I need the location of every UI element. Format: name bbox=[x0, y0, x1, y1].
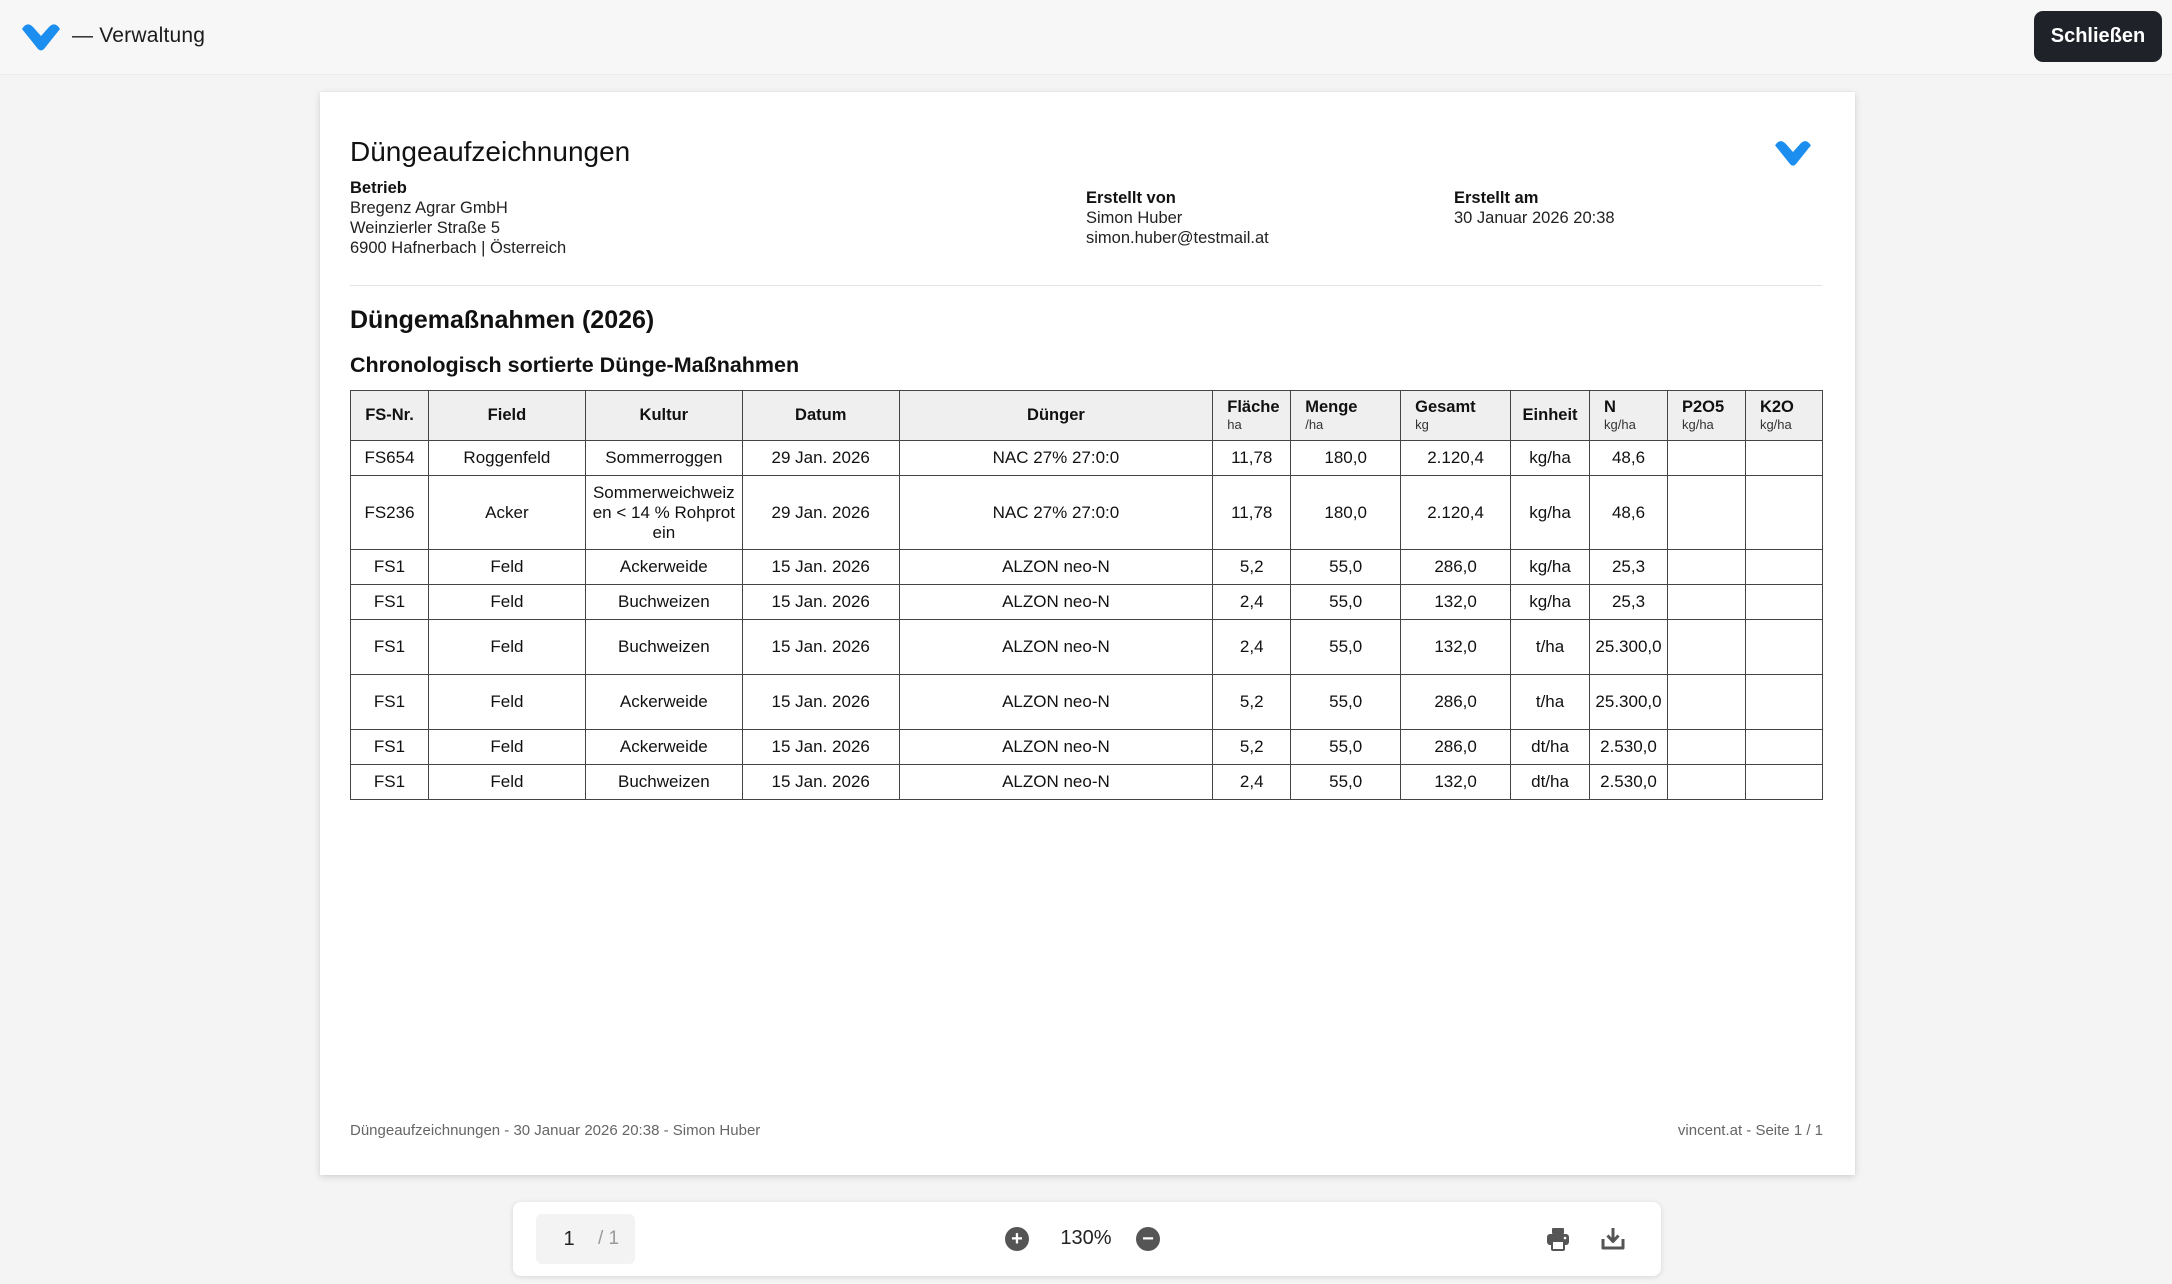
cell-einheit: dt/ha bbox=[1511, 730, 1590, 765]
table-row bbox=[351, 441, 1823, 476]
col-header-kultur: Kultur bbox=[585, 391, 742, 441]
cell-field: Feld bbox=[428, 675, 585, 730]
table-row bbox=[351, 620, 1823, 675]
betrieb-city: 6900 Hafnerbach | Österreich bbox=[350, 239, 567, 257]
col-header-unit: ha bbox=[1227, 416, 1242, 432]
cell-datum: 15 Jan. 2026 bbox=[742, 585, 899, 620]
cell-kultur: Buchweizen bbox=[585, 765, 742, 800]
col-header-label: N bbox=[1604, 397, 1616, 416]
cell-menge: 180,0 bbox=[1291, 476, 1401, 550]
cell-kultur: Buchweizen bbox=[585, 620, 742, 675]
printer-icon[interactable] bbox=[1544, 1225, 1572, 1253]
page-footer-left: Düngeaufzeichnungen - 30 Januar 2026 20:38 - Simon Huber bbox=[350, 1122, 761, 1139]
cell-menge: 55,0 bbox=[1291, 585, 1401, 620]
cell-duenger: ALZON neo-N bbox=[899, 550, 1213, 585]
zoom-level: 130% bbox=[1060, 1227, 1112, 1249]
section-title: Düngemaßnahmen (2026) bbox=[350, 306, 655, 334]
cell-datum: 15 Jan. 2026 bbox=[742, 765, 899, 800]
cell-k2o bbox=[1745, 620, 1822, 675]
cell-einheit: kg/ha bbox=[1511, 476, 1590, 550]
betrieb-label: Betrieb bbox=[350, 179, 407, 197]
page-navigator bbox=[536, 1214, 635, 1264]
cell-gesamt: 286,0 bbox=[1401, 730, 1511, 765]
cell-kultur: Sommerroggen bbox=[585, 441, 742, 476]
table-title: Chronologisch sortierte Dünge-Maßnahmen bbox=[350, 353, 800, 377]
col-header-label: P2O5 bbox=[1681, 397, 1725, 416]
cell-einheit: kg/ha bbox=[1511, 441, 1590, 476]
cell-fs-nr: FS1 bbox=[351, 765, 429, 800]
table-row bbox=[351, 476, 1823, 550]
cell-datum: 15 Jan. 2026 bbox=[742, 620, 899, 675]
col-header-fs-nr: FS-Nr. bbox=[351, 391, 429, 441]
cell-field: Feld bbox=[428, 620, 585, 675]
page-total: / 1 bbox=[598, 1228, 620, 1249]
cell-kultur: Buchweizen bbox=[585, 585, 742, 620]
document-logo-icon bbox=[1773, 136, 1813, 168]
cell-gesamt: 132,0 bbox=[1401, 620, 1511, 675]
col-header-flaeche bbox=[1213, 391, 1291, 441]
col-header-label: Menge bbox=[1305, 397, 1358, 416]
cell-p2o5 bbox=[1667, 730, 1745, 765]
cell-n: 48,6 bbox=[1590, 441, 1668, 476]
cell-kultur: Ackerweide bbox=[585, 550, 742, 585]
cell-fs-nr: FS654 bbox=[351, 441, 429, 476]
erstellt-von-name: Simon Huber bbox=[1086, 209, 1183, 227]
betrieb-street: Weinzierler Straße 5 bbox=[350, 219, 501, 237]
cell-fs-nr: FS1 bbox=[351, 550, 429, 585]
betrieb-info bbox=[350, 178, 566, 258]
cell-k2o bbox=[1745, 765, 1822, 800]
cell-einheit: dt/ha bbox=[1511, 765, 1590, 800]
cell-n: 2.530,0 bbox=[1590, 765, 1668, 800]
cell-field: Roggenfeld bbox=[428, 441, 585, 476]
cell-fs-nr: FS236 bbox=[351, 476, 429, 550]
top-bar bbox=[0, 0, 2172, 75]
cell-n: 25,3 bbox=[1590, 550, 1668, 585]
cell-kultur: Ackerweide bbox=[585, 675, 742, 730]
cell-flaeche: 11,78 bbox=[1213, 476, 1291, 550]
cell-duenger: NAC 27% 27:0:0 bbox=[899, 476, 1213, 550]
col-header-label: Gesamt bbox=[1415, 397, 1476, 416]
zoom-in-button[interactable] bbox=[1005, 1227, 1029, 1251]
cell-field: Feld bbox=[428, 585, 585, 620]
table-header-row bbox=[351, 391, 1823, 441]
erstellt-von-email: simon.huber@testmail.at bbox=[1086, 229, 1269, 247]
page-footer-right: vincent.at - Seite 1 / 1 bbox=[1677, 1122, 1823, 1139]
viewer-toolbar bbox=[513, 1202, 1661, 1276]
close-button[interactable]: Schließen bbox=[2034, 11, 2162, 62]
cell-menge: 55,0 bbox=[1291, 620, 1401, 675]
col-header-unit: kg/ha bbox=[1759, 416, 1792, 432]
cell-p2o5 bbox=[1667, 585, 1745, 620]
cell-field: Feld bbox=[428, 730, 585, 765]
erstellt-am-label: Erstellt am bbox=[1454, 189, 1539, 207]
col-header-k2o bbox=[1745, 391, 1822, 441]
cell-p2o5 bbox=[1667, 476, 1745, 550]
minus-circle-icon: − bbox=[1142, 1228, 1154, 1250]
col-header-unit: kg/ha bbox=[1681, 416, 1714, 432]
cell-flaeche: 5,2 bbox=[1213, 730, 1291, 765]
cell-gesamt: 286,0 bbox=[1401, 675, 1511, 730]
cell-flaeche: 2,4 bbox=[1213, 585, 1291, 620]
col-header-duenger: Dünger bbox=[899, 391, 1213, 441]
app-title: — Verwaltung bbox=[72, 24, 206, 47]
cell-datum: 29 Jan. 2026 bbox=[742, 476, 899, 550]
cell-n: 25.300,0 bbox=[1590, 675, 1668, 730]
col-header-menge bbox=[1291, 391, 1401, 441]
erstellt-am-value: 30 Januar 2026 20:38 bbox=[1454, 209, 1615, 227]
cell-k2o bbox=[1745, 675, 1822, 730]
cell-field: Acker bbox=[428, 476, 585, 550]
table-row bbox=[351, 550, 1823, 585]
cell-einheit: t/ha bbox=[1511, 675, 1590, 730]
cell-kultur: Sommerweichweizen < 14 % Rohprotein bbox=[585, 476, 742, 550]
erstellt-am-info bbox=[1454, 188, 1615, 228]
cell-kultur: Ackerweide bbox=[585, 730, 742, 765]
col-header-label: K2O bbox=[1759, 397, 1794, 416]
cell-flaeche: 2,4 bbox=[1213, 620, 1291, 675]
zoom-out-button[interactable] bbox=[1136, 1227, 1160, 1251]
cell-einheit: kg/ha bbox=[1511, 550, 1590, 585]
betrieb-name: Bregenz Agrar GmbH bbox=[350, 199, 508, 217]
cell-duenger: ALZON neo-N bbox=[899, 620, 1213, 675]
table-row bbox=[351, 730, 1823, 765]
cell-n: 25.300,0 bbox=[1590, 620, 1668, 675]
cell-einheit: t/ha bbox=[1511, 620, 1590, 675]
cell-p2o5 bbox=[1667, 550, 1745, 585]
cell-datum: 29 Jan. 2026 bbox=[742, 441, 899, 476]
brand[interactable] bbox=[20, 18, 205, 54]
col-header-gesamt bbox=[1401, 391, 1511, 441]
cell-fs-nr: FS1 bbox=[351, 620, 429, 675]
col-header-datum: Datum bbox=[742, 391, 899, 441]
cell-p2o5 bbox=[1667, 765, 1745, 800]
col-header-label: Fläche bbox=[1227, 397, 1280, 416]
col-header-field: Field bbox=[428, 391, 585, 441]
cell-p2o5 bbox=[1667, 620, 1745, 675]
cell-flaeche: 11,78 bbox=[1213, 441, 1291, 476]
page-number-input[interactable] bbox=[544, 1228, 594, 1251]
cell-p2o5 bbox=[1667, 441, 1745, 476]
table-row bbox=[351, 765, 1823, 800]
col-header-einheit: Einheit bbox=[1511, 391, 1590, 441]
cell-gesamt: 132,0 bbox=[1401, 585, 1511, 620]
cell-duenger: ALZON neo-N bbox=[899, 765, 1213, 800]
document-page bbox=[320, 92, 1855, 1175]
table-row bbox=[351, 585, 1823, 620]
cell-menge: 180,0 bbox=[1291, 441, 1401, 476]
cell-n: 2.530,0 bbox=[1590, 730, 1668, 765]
cell-gesamt: 2.120,4 bbox=[1401, 476, 1511, 550]
cell-menge: 55,0 bbox=[1291, 765, 1401, 800]
cell-datum: 15 Jan. 2026 bbox=[742, 730, 899, 765]
cell-flaeche: 5,2 bbox=[1213, 675, 1291, 730]
cell-gesamt: 286,0 bbox=[1401, 550, 1511, 585]
cell-einheit: kg/ha bbox=[1511, 585, 1590, 620]
cell-field: Feld bbox=[428, 550, 585, 585]
col-header-p2o5 bbox=[1667, 391, 1745, 441]
measures-table bbox=[350, 390, 1823, 800]
cell-duenger: ALZON neo-N bbox=[899, 730, 1213, 765]
cell-datum: 15 Jan. 2026 bbox=[742, 550, 899, 585]
cell-menge: 55,0 bbox=[1291, 675, 1401, 730]
document-title: Düngeaufzeichnungen bbox=[350, 136, 631, 167]
cell-n: 25,3 bbox=[1590, 585, 1668, 620]
cell-gesamt: 132,0 bbox=[1401, 765, 1511, 800]
cell-datum: 15 Jan. 2026 bbox=[742, 675, 899, 730]
cell-n: 48,6 bbox=[1590, 476, 1668, 550]
cell-fs-nr: FS1 bbox=[351, 585, 429, 620]
cell-field: Feld bbox=[428, 765, 585, 800]
table-row bbox=[351, 675, 1823, 730]
col-header-unit: /ha bbox=[1305, 416, 1324, 432]
cell-flaeche: 2,4 bbox=[1213, 765, 1291, 800]
divider bbox=[350, 285, 1822, 286]
erstellt-von-info bbox=[1086, 188, 1269, 248]
cell-k2o bbox=[1745, 550, 1822, 585]
cell-fs-nr: FS1 bbox=[351, 675, 429, 730]
erstellt-von-label: Erstellt von bbox=[1086, 189, 1176, 207]
download-icon[interactable] bbox=[1599, 1225, 1627, 1253]
cell-duenger: NAC 27% 27:0:0 bbox=[899, 441, 1213, 476]
cell-k2o bbox=[1745, 730, 1822, 765]
cell-flaeche: 5,2 bbox=[1213, 550, 1291, 585]
cell-menge: 55,0 bbox=[1291, 730, 1401, 765]
cell-k2o bbox=[1745, 476, 1822, 550]
cell-fs-nr: FS1 bbox=[351, 730, 429, 765]
cell-duenger: ALZON neo-N bbox=[899, 585, 1213, 620]
cell-menge: 55,0 bbox=[1291, 550, 1401, 585]
plus-circle-icon: + bbox=[1011, 1228, 1023, 1250]
cell-gesamt: 2.120,4 bbox=[1401, 441, 1511, 476]
col-header-unit: kg bbox=[1415, 416, 1429, 432]
cell-duenger: ALZON neo-N bbox=[899, 675, 1213, 730]
col-header-n bbox=[1590, 391, 1668, 441]
col-header-unit: kg/ha bbox=[1604, 416, 1636, 432]
cell-k2o bbox=[1745, 441, 1822, 476]
logo-icon bbox=[20, 19, 62, 53]
cell-p2o5 bbox=[1667, 675, 1745, 730]
cell-k2o bbox=[1745, 585, 1822, 620]
